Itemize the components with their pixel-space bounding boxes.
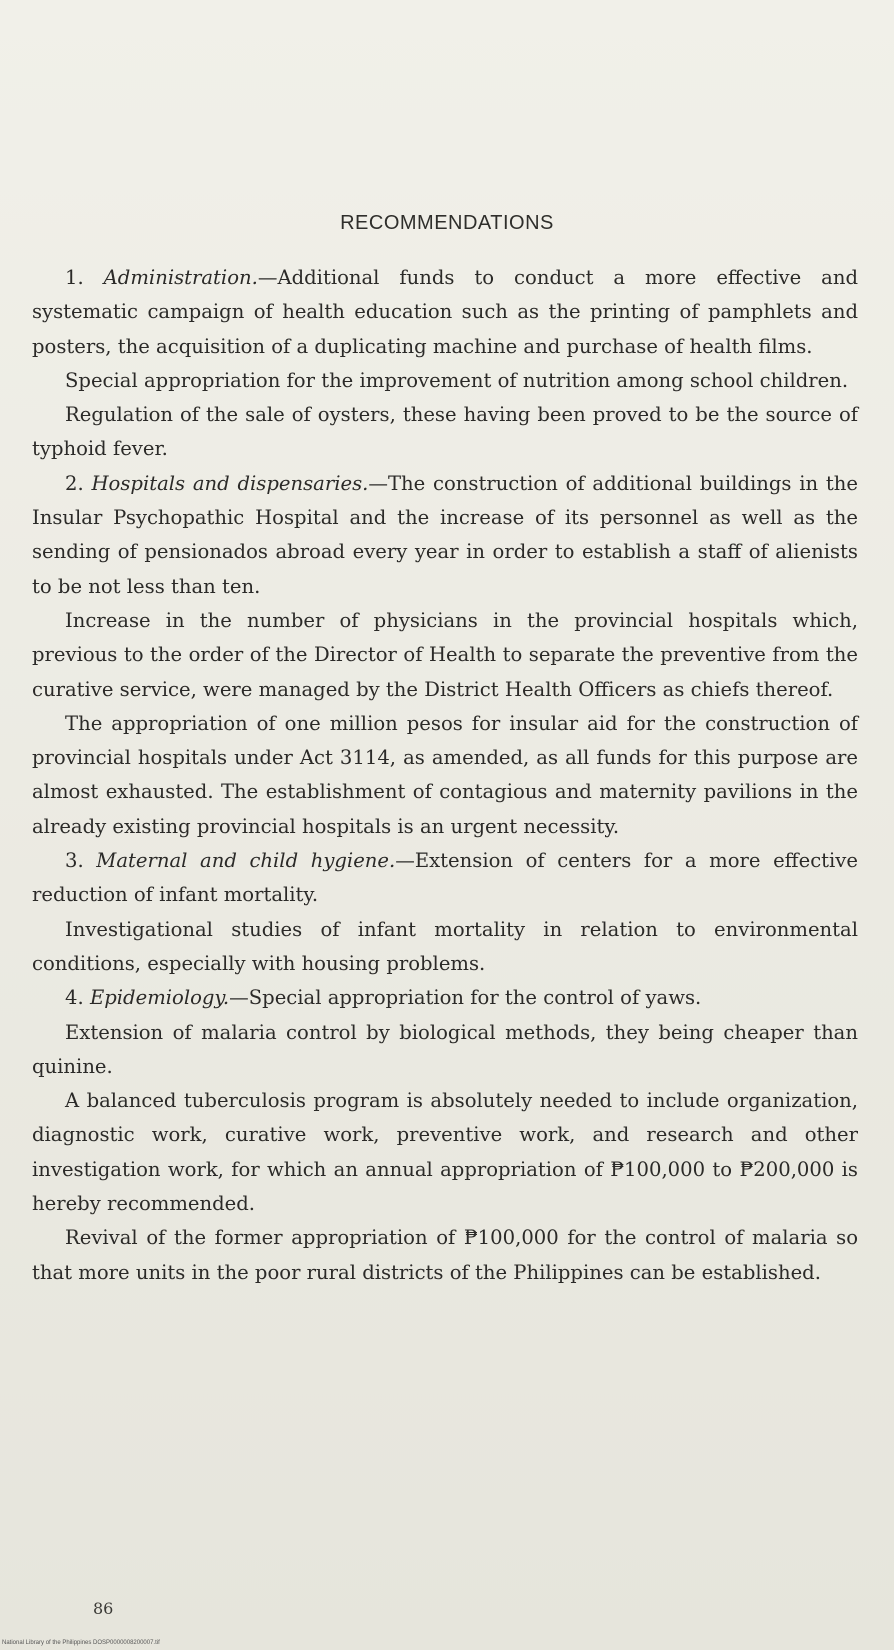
paragraph-text: Increase in the number of physicians in the provincial hospitals which, previous to the order of the Director of Health to separate the preventive from the curative service, were managed by the District Health Officers as chiefs thereof. (32, 608, 858, 701)
paragraph-lead-italic: Hospitals and dispensaries. (91, 471, 369, 495)
paragraph-lead-italic: Maternal and child hygiene. (96, 849, 396, 873)
paragraph-number: 2. (65, 471, 92, 495)
page-number: 86 (93, 1599, 114, 1618)
paragraph-text: —Special appropriation for the control of yaws. (229, 986, 702, 1010)
paragraph-lead-italic: Administration. (103, 266, 258, 289)
paragraph (32, 844, 858, 913)
paragraph (32, 364, 858, 398)
paragraph-lead-italic: Epidemiology. (89, 986, 230, 1010)
paragraph (32, 604, 858, 707)
paragraph (32, 1221, 858, 1290)
paragraph (32, 707, 858, 844)
paragraph-text: —Additional funds to conduct a more effective and systematic campaign of health education such as the printing of pamphlets and posters, the acquisition of a duplicating machine and purchase of health films. (32, 266, 858, 358)
paragraph-text: —The construction of additional buildings in the Insular Psychopathic Hospital and the increase of its personnel as well as the sending of pensionados abroad every year in order to establish a staff of alienists to be not less than ten. (32, 471, 858, 598)
paragraph (32, 913, 858, 982)
paragraph (32, 1016, 858, 1085)
paragraph-number: 1. (65, 266, 104, 289)
paragraph (32, 981, 858, 1015)
paragraph-text: Investigational studies of infant mortality in relation to environmental conditions, especially with housing problems. (32, 917, 858, 975)
paragraph-text: Regulation of the sale of oysters, these having been proved to be the source of typhoid fever. (32, 403, 858, 461)
section-heading: RECOMMENDATIONS (340, 212, 554, 234)
paragraph-text: —Extension of centers for a more effective reduction of infant mortality. (32, 849, 858, 907)
paragraph-number: 4. (65, 986, 90, 1010)
paragraph-text: The appropriation of one million pesos for insular aid for the construction of provincial hospitals under Act 3114, as amended, as all funds for this purpose are almost exhausted. The establishment of contagious and maternity pavilions in the already existing provincial hospitals is an urgent necessity. (32, 711, 858, 838)
paragraph-number: 3. (65, 849, 97, 873)
scan-source-caption: National Library of the Philippines DOSP0000008200007.tif (2, 1640, 160, 1646)
paragraph (32, 1084, 858, 1221)
paragraph (32, 398, 858, 467)
paragraph-text: Special appropriation for the improvement of nutrition among school children. (65, 368, 849, 392)
paragraph-text: A balanced tuberculosis program is absolutely needed to include organization, diagnostic work, curative work, preventive work, and research and other investigation work, for which an annual appropriation of ₱100,000 to ₱200,000 is hereby recommended. (32, 1089, 858, 1216)
paragraph-text: Extension of malaria control by biological methods, they being cheaper than quinine. (32, 1020, 858, 1078)
paragraph (32, 261, 858, 364)
paragraph (32, 467, 858, 604)
paragraph-text: Revival of the former appropriation of ₱100,000 for the control of malaria so that more units in the poor rural districts of the Philippines can be established. (32, 1226, 858, 1284)
recommendations-body (32, 261, 858, 1290)
